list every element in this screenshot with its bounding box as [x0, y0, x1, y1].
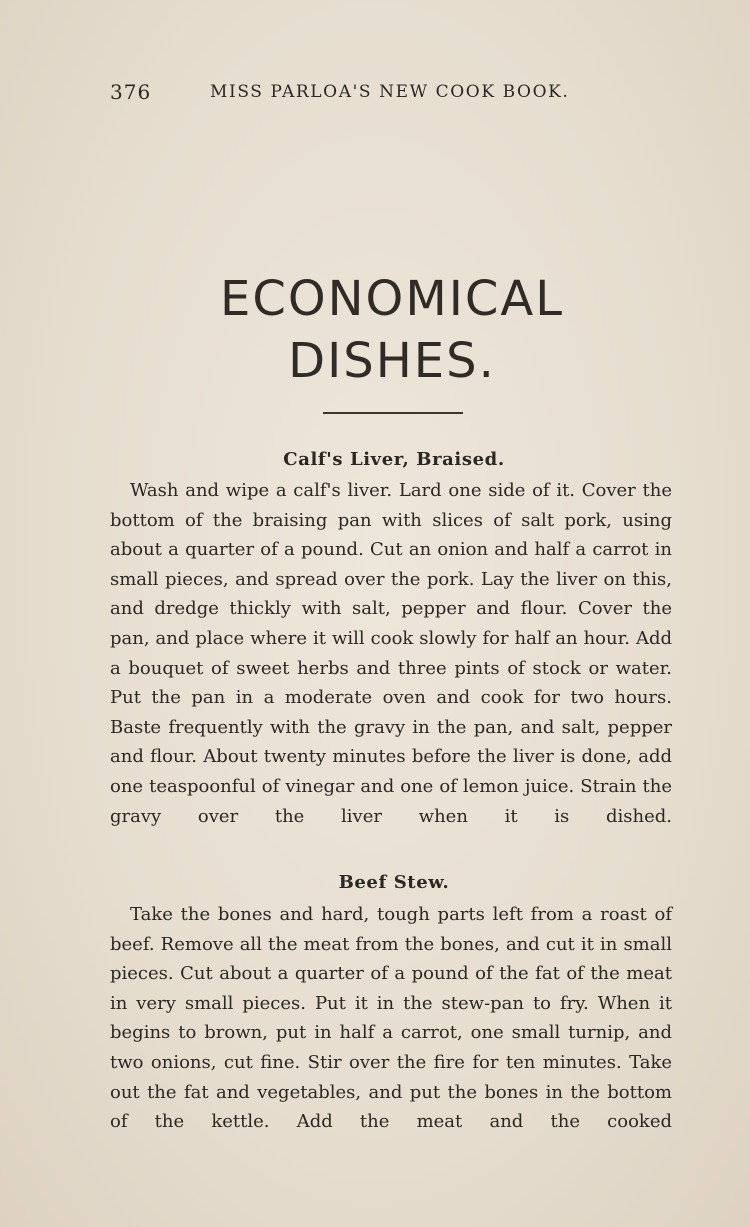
chapter-title [0, 268, 750, 392]
page-number: 376 [110, 80, 152, 104]
section-heading-beef-stew: Beef Stew. [338, 872, 450, 893]
running-head [110, 80, 650, 106]
section-heading-calfs-liver: Calf's Liver, Braised. [283, 449, 505, 470]
paragraph-calfs-liver: Wash and wipe a calf's liver. Lard one side of it. Cover the bottom of the braising pan with slices of salt pork, using about a quarter of a pound. Cut an onion and half a carrot in small pieces, and spread over the pork. Lay the liver on this, and dredge thickly with salt, pepper and flour. Cover the pan, and place where it will cook slowly for half an hour. Add a bouquet of sweet herbs and three pints of stock or water. Put the pan in a moderate oven and cook for two hours. Baste frequently with the gravy in the pan, and salt, pepper and flour. About twenty minutes before the liver is done, add one teaspoonful of vinegar and one of lemon juice. Strain the gravy over the liver when it is dished. [110, 480, 672, 827]
title-rule [323, 412, 463, 414]
chapter-title-line-2: DISHES. [288, 333, 496, 389]
running-title: MISS PARLOA'S NEW COOK BOOK. [210, 82, 570, 102]
chapter-title-line-1: ECONOMICAL [220, 271, 564, 327]
paragraph-beef-stew: Take the bones and hard, tough parts left from a roast of beef. Remove all the meat from the bones, and cut it in small pieces. Cut about a quarter of a pound of the fat of the meat in very small pieces. Put it in the stew-pan to fry. When it begins to brown, put in half a carrot, one small turnip, and two onions, cut fine. Stir over the fire for ten minutes. Take out the fat and vegetables, and put the bones in the bottom of the kettle. Add the meat and the cooked [110, 904, 672, 1133]
